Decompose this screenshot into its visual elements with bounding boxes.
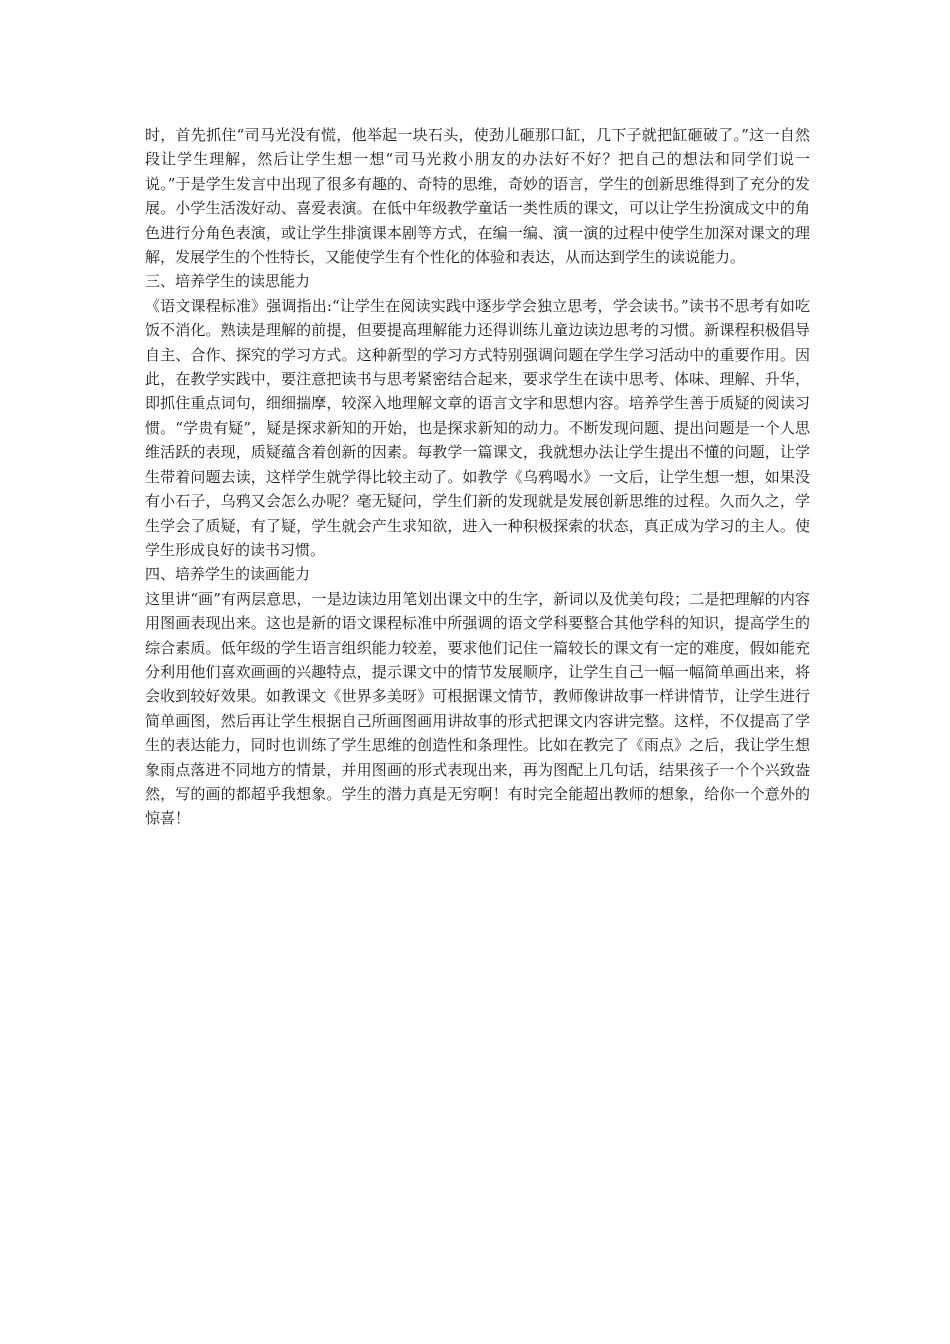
paragraph-reading-thinking: 《语文课程标准》强调指出:“让学生在阅读实践中逐步学会独立思考，学会读书。”读书不思考有如吃饭不消化。熟读是理解的前提，但要提高理解能力还得训练儿童边读边思考的习惯。新课程积极倡导自主、合作、探究的学习方式。这种新型的学习方式特别强调问题在学生学习活动中的重要作用。因此，在教学实践中，要注意把读书与思考紧密结合起来，要求学生在读中思考、体味、理解、升华，即抓住重点词句，细细揣摩，较深入地理解文章的语言文字和思想内容。培养学生善于质疑的阅读习惯。“学贵有疑”，疑是探求新知的开始，也是探求新知的动力。不断发现问题、提出问题是一个人思维活跃的表现，质疑蕴含着创新的因素。每教学一篇课文，我就想办法让学生提出不懂的问题，让学生带着问题去读，这样学生就学得比较主动了。如教学《乌鸦喝水》一文后，让学生想一想，如果没有小石子，乌鸦又会怎么办呢？毫无疑问，学生们新的发现就是发展创新思维的过程。久而久之，学生学会了质疑，有了疑，学生就会产生求知欲，进入一种积极探索的状态，真正成为学习的主人。使学生形成良好的读书习惯。 xyxy=(145,296,810,559)
section-heading-reading-thinking: 三、培养学生的读思能力 xyxy=(145,272,311,291)
paragraph-reading-drawing: 这里讲“画”有两层意思，一是边读边用笔划出课文中的生字，新词以及优美句段；二是把理解的内容用图画表现出来。这也是新的语文课程标准中所强调的语文学科要整合其他学科的知识，提高学生的综合素质。低年级的学生语言组织能力较差，要求他们记住一篇较长的课文有一定的难度，假如能充分利用他们喜欢画画的兴趣特点，提示课文中的情节发展顺序，让学生自己一幅一幅简单画出来，将会收到较好效果。如教课文《世界多美呀》可根据课文情节，教师像讲故事一样讲情节，让学生进行简单画图，然后再让学生根据自己所画图画用讲故事的形式把课文内容讲完整。这样，不仅提高了学生的表达能力，同时也训练了学生思维的创造性和条理性。比如在教完了《雨点》之后，我让学生想象雨点落进不同地方的情景，并用图画的形式表现出来，再为图配上几句话，结果孩子一个个兴致盎然，写的画的都超乎我想象。学生的潜力真是无穷啊！有时完全能超出教师的想象，给你一个意外的惊喜！ xyxy=(145,589,810,828)
section-heading-reading-drawing: 四、培养学生的读画能力 xyxy=(145,565,311,584)
document-body xyxy=(145,123,810,831)
paragraph-intro: 时，首先抓住“司马光没有慌，他举起一块石头，使劲儿砸那口缸，几下子就把缸砸破了。”这一自然段让学生理解，然后让学生想一想“司马光救小朋友的办法好不好？把自己的想法和同学们说一说。”于是学生发言中出现了很多有趣的、奇特的思维，奇妙的语言，学生的创新思维得到了充分的发展。小学生活泼好动、喜爱表演。在低中年级教学童话一类性质的课文，可以让学生扮演成文中的角色进行分角色表演，或让学生排演课本剧等方式，在编一编、演一演的过程中使学生加深对课文的理解，发展学生的个性特长，又能使学生有个性化的体验和表达，从而达到学生的读说能力。 xyxy=(145,126,810,267)
